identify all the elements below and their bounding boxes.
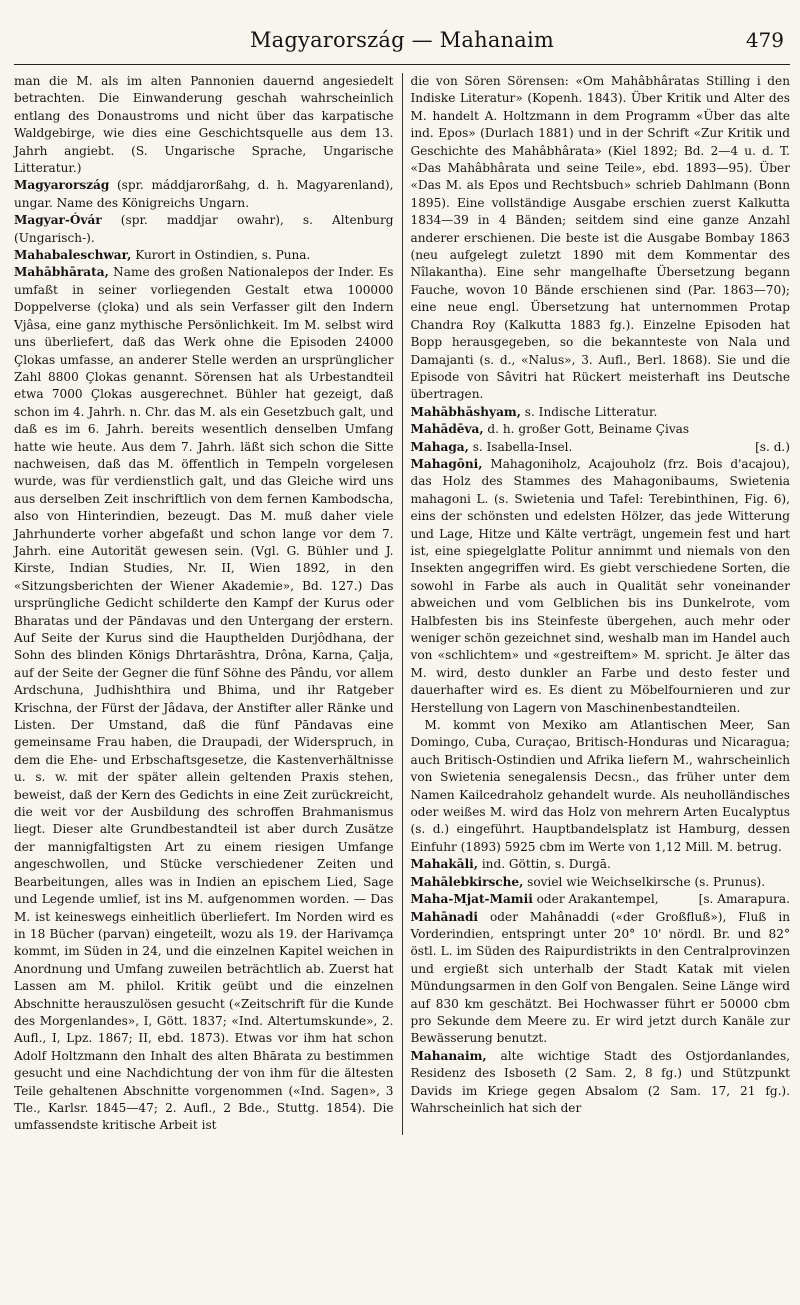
entry-headword: Mahābhārata,	[14, 265, 109, 280]
entry-text: soviel wie Weichselkirsche (s. Prunus).	[523, 874, 766, 889]
entry-headword: Mahagōni,	[410, 456, 483, 471]
entry-headword: Mahābhāshyam,	[410, 404, 521, 419]
cross-reference: [s. Amarapura.	[698, 892, 790, 907]
running-title: Magyarország — Mahanaim	[249, 28, 555, 52]
text-columns	[14, 73, 790, 1135]
entry-headword: Mahānadi	[410, 909, 479, 924]
entry-headword: Mahālebkirsche,	[410, 874, 524, 889]
entry-text: d. h. großer Gott, Beiname Çivas	[483, 422, 690, 437]
entry-text: s. Indische Litteratur.	[520, 404, 658, 419]
dictionary-entry	[411, 456, 791, 717]
dictionary-entry	[14, 264, 394, 1134]
page-header	[14, 24, 790, 65]
left-column	[14, 73, 402, 1135]
dictionary-entry	[14, 73, 394, 177]
dictionary-entry	[411, 1048, 791, 1118]
entry-headword: Magyarország	[14, 178, 110, 193]
dictionary-entry	[411, 421, 791, 438]
entry-text: man die M. als im alten Pannonien dauernd angesiedelt betrachten. Die Einwanderung geschah wahrscheinlich entlang des Donaustroms und nicht über das karpatische Waldgebirge, wie dies eine Geschichtsquelle aus dem 13. Jahrh angiebt. (S. Ungarische Sprache, Ungarische Litteratur.)	[14, 74, 394, 176]
right-column	[402, 73, 791, 1135]
entry-text: Name des großen Nationalepos der Inder. Es umfaßt in seiner vorliegenden Gestalt etwa 100000 Doppelverse (çloka) und als sein Verfasser gilt den Indern Vjâsa, eine ganz mythische Persönlichkeit. Im M. selbst wird uns überliefert, daß das Werk ohne die Episoden 24000 Çlokas umfasse, an anderer Stelle werden an ursprünglicher Zahl 8800 Çlokas genannt. Sörensen hat als Urbestandteil etwa 7000 Çlokas ausgerechnet. Bühler hat gezeigt, daß schon im 4. Jahrh. n. Chr. das M. als ein Gesetzbuch galt, und daß es im 6. Jahrh. bereits wesentlich denselben Umfang hatte wie heute. Aus dem 7. Jahrh. läßt sich schon die Sitte nachweisen, daß das M. öffentlich in Tempeln vorgelesen wurde, was für verdienstlich galt, und das Gleiche wird uns aus derselben Zeit inschriftlich von dem fernen Kambodscha, also von Hinterindien, bezeugt. Das M. muß daher viele Jahrhunderte vorher abgefaßt und schon lange vor dem 7. Jahrh. eine Autorität gewesen sein. (Vgl. G. Bühler und J. Kirste, Indian Studies, Nr. II, Wien 1892, in den «Sitzungsberichten der Wiener Akademie», Bd. 127.) Das ursprüngliche Gedicht schilderte den Kampf der Kurus oder Bharatas und der Pāndavas und den Untergang der erstern. Auf Seite der Kurus sind die Haupthelden Durjôdhana, der Sohn des blinden Königs Dhrtarāshtra, Drôna, Karna, Çalja, auf der Seite der Gegner die fünf Söhne des Pându, vor allem Ardschuna, Judhishthira und Bhima, und ihr Ratgeber Krischna, der Fürst der Jâdava, der Anstifter aller Ränke und Listen. Der Umstand, daß die fünf Pāndavas eine gemeinsame Frau haben, die Draupadi, der Widerspruch, in dem die Ehe- und Erbschaftsgesetze, die Kastenverhältnisse u. s. w. mit der später allein geltenden Praxis stehen, beweist, daß der Kern des Gedichts in eine Zeit zurückreicht, die weit vor der Ausbildung des schroffen Brahmanismus liegt. Dieser alte Grundbestandteil ist aber durch Zusätze der mannigfaltigsten Art zu einem riesigen Umfange angeschwollen, und Stücke verschiedener Zeiten und Bearbeitungen, alles was in Indien an epischem Lied, Sage und Legende umlief, ist ins M. aufgenommen worden. — Das M. ist keineswegs einheitlich überliefert. Im Norden wird es in 18 Bücher (parvan) eingeteilt, wozu als 19. der Harivamça kommt, im Süden in 24, und die einzelnen Kapitel weichen in Anordnung und Umfang zuweilen beträchtlich ab. Zuerst hat Lassen am M. philol. Kritik geübt und die einzelnen Abschnitte herauszulösen gesucht («Zeitschrift für die Kunde des Morgenlandes», I, Gött. 1837; «Ind. Altertumskunde», 2. Aufl., I, Lpz. 1867; II, ebd. 1873). Etwas vor ihm hat schon Adolf Holtzmann den Inhalt des alten Bhārata zu bestimmen gesucht und eine Nachdichtung der von ihm für die ältesten Teile gehaltenen Abschnitte vorgenommen («Ind. Sagen», 3 Tle., Karlsr. 1845—47; 2. Aufl., 2 Bde., Stuttg. 1854). Die umfassendste kritische Arbeit ist	[14, 265, 394, 1133]
entry-text: (spr. máddjarorßahg, d. h. Magyarenland), ungar. Name des Königreichs Ungarn.	[14, 178, 394, 210]
entry-headword: Mahabaleschwar,	[14, 248, 132, 263]
entry-text: oder Arakantempel,	[532, 892, 659, 907]
entry-headword: Mahakāli,	[410, 857, 478, 872]
dictionary-entry	[14, 212, 394, 247]
entry-headword: Mahādēva,	[410, 422, 484, 437]
entry-text: die von Sören Sörensen: «Om Mahâbhâratas Stilling i den Indiske Literatur» (Kopenh. 1843). Über Kritik und Alter des M. handelt A. Holtzmann in dem Programm «Über das alte ind. Epos» (Durlach 1881) und in der Schrift «Zur Kritik und Geschichte des Mahâbhârata» (Kiel 1892; Bd. 2—4 u. d. T. «Das Mahâbhârata und seine Teile», ebd. 1893—95). Über «Das M. als Epos und Rechtsbuch» schrieb Dahlmann (Bonn 1895). Eine vollständige Ausgabe erschien zuerst Kalkutta 1834—39 in 4 Bänden; seitdem sind eine ganze Anzahl anderer erschienen. Die beste ist die Ausgabe Bombay 1863 (neu aufgelegt zuletzt 1890 mit dem Kommentar des Nîlakantha). Eine sehr mangelhafte Übersetzung begann Fauche, wovon 10 Bände erschienen sind (Par. 1863—70); eine neue engl. Übersetzung hat unternommen Protap Chandra Roy (Kalkutta 1883 fg.). Einzelne Episoden hat Bopp herausgegeben, so die bekannteste von Nala und Damajanti (s. d., «Nalus», 3. Aufl., Berl. 1868). Sie und die Episode von Sâvitri hat Rückert meisterhaft ins Deutsche übertragen.	[410, 74, 790, 402]
dictionary-entry	[411, 439, 791, 456]
entry-headword: Mahaga,	[410, 439, 469, 454]
entry-text: ind. Göttin, s. Durgā.	[477, 857, 611, 872]
dictionary-entry	[411, 73, 791, 404]
entry-text: oder Mahânaddi («der Großfluß»), Fluß in Vorderindien, entspringt unter 20° 10' nördl. Br. und 82° östl. L. im Süden des Raipurdistrikts in den Centralprovinzen und ergießt sich unterhalb der Stadt Katak mit vielen Mündungsarmen in den Golf von Bengalen. Seine Länge wird auf 830 km geschätzt. Bei Hochwasser führt er 50000 cbm pro Sekunde dem Meere zu. Er wird jetzt durch Kanäle zur Bewässerung benutzt.	[410, 909, 790, 1046]
page-number: 479	[745, 28, 784, 52]
dictionary-entry	[14, 247, 394, 264]
entry-headword: Magyar-Óvár	[14, 213, 102, 228]
dictionary-entry	[411, 717, 791, 856]
entry-headword: Mahanaim,	[410, 1048, 487, 1063]
entry-text: Kurort in Ostindien, s. Puna.	[131, 248, 311, 263]
entry-text: alte wichtige Stadt des Ostjordanlandes, Residenz des Isboseth (2 Sam. 2, 8 fg.) und Stützpunkt Davids im Kriege gegen Absalom (2 Sam. 17, 21 fg.). Wahrscheinlich hat sich der	[410, 1048, 790, 1115]
dictionary-entry	[14, 177, 394, 212]
entry-headword: Maha-Mjat-Mamii	[410, 892, 533, 907]
entry-text: Mahagoniholz, Acajouholz (frz. Bois d'acajou), das Holz des Stammes des Mahagonibaums, Swietenia mahagoni L. (s. Swietenia und Tafel: Terebinthinen, Fig. 6), eins der schönsten und edelsten Hölzer, das jede Witterung und Lage, Hitze und Kälte verträgt, ungemein fest und hart ist, eine spiegelglatte Politur annimmt und niemals von den Insekten angegriffen wird. Es giebt verschiedene Sorten, die sowohl in Farbe als auch in Qualität sehr voneinander abweichen und vom Gelblichen bis ins Dunkelrote, vom Halbfesten bis ins Steinfeste übergehen, auch mehr oder weniger schön gezeichnet sind, weshalb man im Handel auch von «schlichtem» und «gestreiftem» M. spricht. Je älter das M. wird, desto dunkler an Farbe und desto fester und dauerhafter wird es. Es dient zu Möbelfournieren und zur Herstellung von Lagern von Maschinenbestandteilen.	[410, 456, 790, 715]
dictionary-entry	[411, 404, 791, 421]
dictionary-entry	[411, 909, 791, 1048]
cross-reference: [s. d.)	[755, 439, 790, 454]
entry-text: M. kommt von Mexiko am Atlantischen Meer, San Domingo, Cuba, Curaçao, Britisch-Honduras und Nicaragua; auch Britisch-Ostindien und Afrika liefern M., wahrscheinlich von Swietenia senegalensis Decsn., das früher unter dem Namen Kailcedraholz gehandelt wurde. Als neuholländisches oder weißes M. wird das Holz von mehrern Arten Eucalyptus (s. d.) eingeführt. Hauptbandelsplatz ist Hamburg, dessen Einfuhr (1893) 5925 cbm im Werte von 1,12 Mill. M. betrug.	[410, 718, 790, 854]
entry-text: s. Isabella-Insel.	[468, 439, 573, 454]
dictionary-entry	[411, 856, 791, 873]
entry-text: (spr. maddjar owahr), s. Altenburg (Ungarisch-).	[14, 213, 394, 245]
